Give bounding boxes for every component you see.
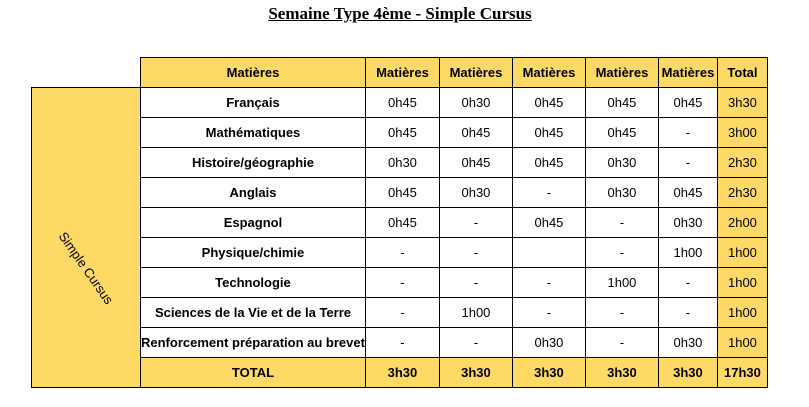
table-row [32,178,768,208]
row-subject: Espagnol [141,208,366,238]
side-label-cell [32,88,141,388]
side-label: Simple Cursus [55,229,117,307]
page-title: Semaine Type 4ème - Simple Cursus [268,4,532,23]
cell: 0h30 [512,328,585,358]
cell: 0h45 [439,118,512,148]
cell: 0h45 [512,88,585,118]
total-cell: 3h30 [365,358,439,388]
cell: 0h45 [658,88,717,118]
table-row [32,118,768,148]
header-col-2: Matières [439,58,512,88]
cell: - [365,238,439,268]
header-col-1: Matières [365,58,439,88]
table-row [32,298,768,328]
cell: 1h00 [585,268,658,298]
cell: 0h45 [439,148,512,178]
cell: 0h45 [585,88,658,118]
row-total: 1h00 [717,298,767,328]
table-row [32,328,768,358]
cell: 0h30 [585,178,658,208]
row-total: 2h30 [717,148,767,178]
cell: 0h45 [365,208,439,238]
cell: - [658,268,717,298]
total-row [32,358,768,388]
cell: 0h30 [439,178,512,208]
table-row [32,88,768,118]
cell: 0h45 [512,208,585,238]
row-total: 1h00 [717,238,767,268]
cell: - [585,208,658,238]
cell: - [439,208,512,238]
cell: 0h45 [512,148,585,178]
header-subject: Matières [141,58,366,88]
cell: 0h30 [658,328,717,358]
cell: - [658,148,717,178]
cell: 0h30 [585,148,658,178]
row-total: 3h00 [717,118,767,148]
table-row [32,238,768,268]
cell: - [585,238,658,268]
cell: 0h30 [658,208,717,238]
row-total: 3h30 [717,88,767,118]
row-subject: Physique/chimie [141,238,366,268]
cell: - [585,328,658,358]
cell: 0h45 [512,118,585,148]
cell: 0h45 [585,118,658,148]
total-cell: 3h30 [439,358,512,388]
grand-total: 17h30 [717,358,767,388]
header-total: Total [717,58,767,88]
row-subject: Français [141,88,366,118]
cell: 0h45 [365,118,439,148]
cell: 0h30 [439,88,512,118]
header-row [32,58,768,88]
cell: 0h45 [365,178,439,208]
cell: - [512,298,585,328]
header-col-4: Matières [585,58,658,88]
cell: - [439,238,512,268]
cell [512,238,585,268]
cell: - [439,328,512,358]
table-row [32,148,768,178]
row-subject: Histoire/géographie [141,148,366,178]
cell: 1h00 [439,298,512,328]
row-subject: Mathématiques [141,118,366,148]
total-cell: 3h30 [658,358,717,388]
table-row [32,268,768,298]
row-total: 1h00 [717,328,767,358]
cell: - [365,268,439,298]
cell: - [658,298,717,328]
total-label: TOTAL [141,358,366,388]
cell: - [365,328,439,358]
cell: 0h45 [365,88,439,118]
cell: - [658,118,717,148]
header-col-3: Matières [512,58,585,88]
cell: - [585,298,658,328]
cell: - [439,268,512,298]
row-subject: Sciences de la Vie et de la Terre [141,298,366,328]
total-cell: 3h30 [512,358,585,388]
row-total: 1h00 [717,268,767,298]
empty-corner [32,58,141,88]
total-cell: 3h30 [585,358,658,388]
cell: - [512,268,585,298]
row-subject: Technologie [141,268,366,298]
header-col-5: Matières [658,58,717,88]
cell: - [512,178,585,208]
cell: 0h45 [658,178,717,208]
row-total: 2h00 [717,208,767,238]
schedule-table [31,57,768,388]
row-subject: Renforcement préparation au brevet [141,328,366,358]
cell: - [365,298,439,328]
row-subject: Anglais [141,178,366,208]
row-total: 2h30 [717,178,767,208]
table-row [32,208,768,238]
cell: 0h30 [365,148,439,178]
cell: 1h00 [658,238,717,268]
